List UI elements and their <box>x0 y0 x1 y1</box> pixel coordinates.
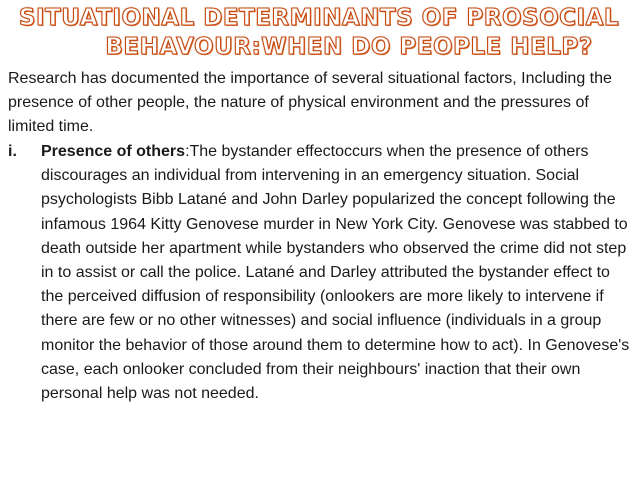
list-marker: i. <box>8 143 17 160</box>
list-item <box>8 140 634 406</box>
slide-title-line-2: BEHAVOUR:WHEN DO PEOPLE HELP? <box>105 34 593 60</box>
list-item-text: :The bystander effectoccurs when the presence of others discourages an individual from intervening in an emergency situation. Social psychologists Bibb Latané and John Darley popularized the concept following the infamous 1964 Kitty Genovese murder in New York City. Genovese was stabbed to death outside her apartment while bystanders who observed the crime did not step in to assist or call the police. Latané and Darley attributed the bystander effect to the perceived diffusion of responsibility (onlookers are more likely to intervene if there are few or no other witnesses) and social influence (individuals in a group monitor the behavior of those around them to determine how to act). In Genovese's case, each onlooker concluded from their neighbours' inaction that their own personal help was not needed. <box>41 143 630 403</box>
intro-paragraph: Research has documented the importance of several situational factors, Including the presence of other people, the nature of physical environment and the pressures of limited time. <box>8 70 612 136</box>
slide-title-line-1: SITUATIONAL DETERMINANTS OF PROSOCIAL <box>18 5 620 31</box>
list-item-body <box>41 140 633 406</box>
slide-title <box>0 4 638 62</box>
list-item-heading: Presence of others <box>41 143 186 160</box>
